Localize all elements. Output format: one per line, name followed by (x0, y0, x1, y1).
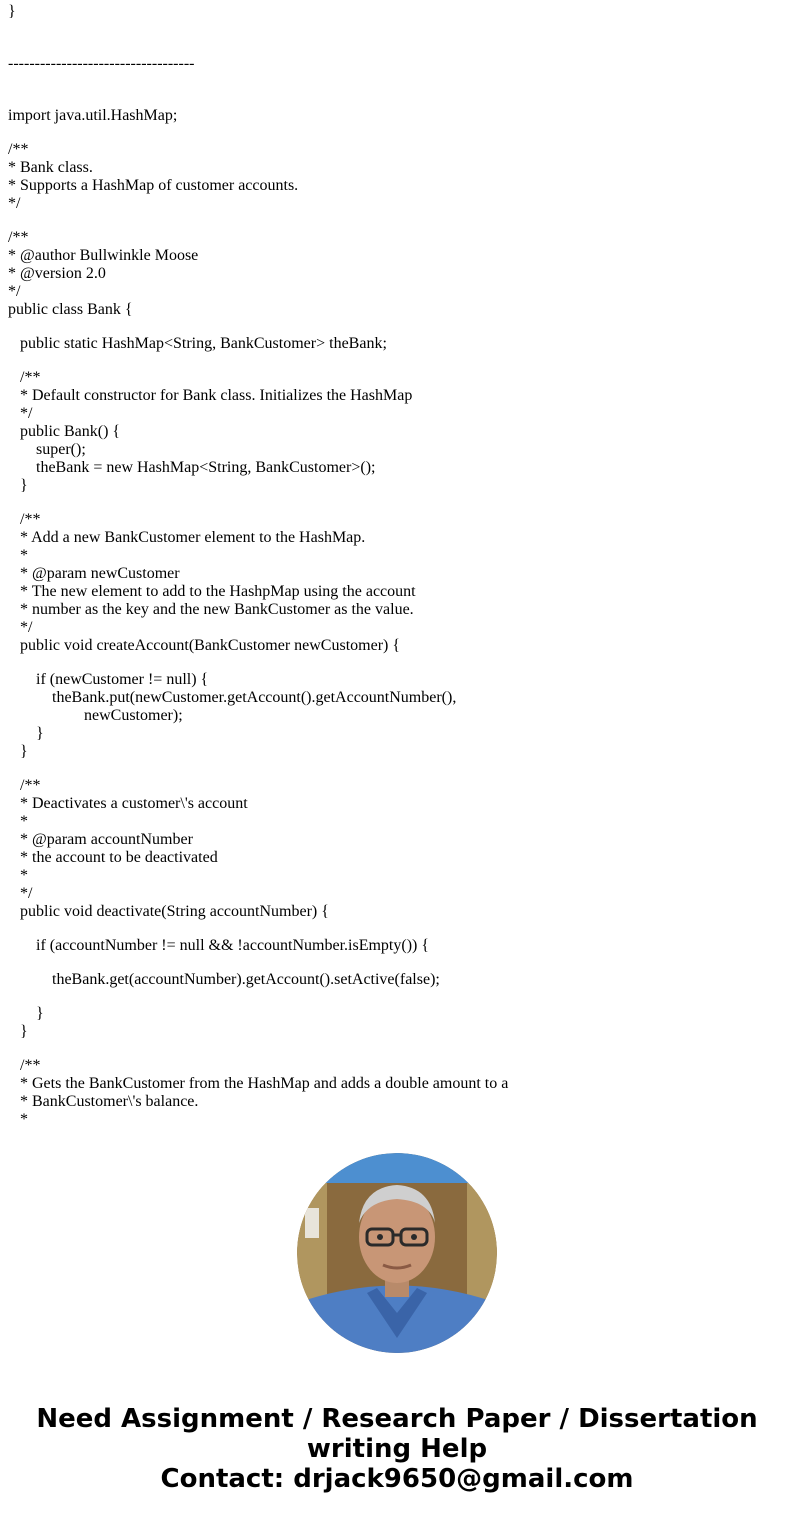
code-line: * @param accountNumber (8, 831, 193, 848)
code-line: * BankCustomer\'s balance. (8, 1093, 199, 1110)
code-line: * Supports a HashMap of customer accounts. (8, 177, 299, 194)
code-line: /** (8, 369, 41, 386)
code-line: theBank = new HashMap<String, BankCustomer>(); (8, 459, 376, 476)
code-line: super(); (8, 441, 86, 458)
code-line: } (8, 477, 28, 494)
footer-line-2: writing Help (306, 1434, 488, 1464)
code-line: if (newCustomer != null) { (8, 671, 209, 688)
code-line: * (8, 813, 28, 830)
person-portrait-icon (297, 1153, 497, 1353)
code-line: ----------------------------------- (8, 55, 195, 72)
code-line: /** (8, 141, 29, 158)
code-line: * The new element to add to the HashpMap using the account (8, 583, 416, 600)
code-line: * @param newCustomer (8, 565, 180, 582)
code-line: if (accountNumber != null && !accountNumber.isEmpty()) { (8, 937, 430, 954)
code-line: /** (8, 511, 41, 528)
code-line: */ (8, 885, 33, 902)
code-line: * the account to be deactivated (8, 849, 218, 866)
code-line: * (8, 867, 28, 884)
code-line: * number as the key and the new BankCustomer as the value. (8, 601, 414, 618)
code-line: * @version 2.0 (8, 265, 106, 282)
code-line: import java.util.HashMap; (8, 107, 178, 124)
code-line: } (8, 1023, 28, 1040)
code-line: * Gets the BankCustomer from the HashMap and adds a double amount to a (8, 1075, 509, 1092)
code-line: * Default constructor for Bank class. Initializes the HashMap (8, 387, 413, 404)
code-line: * (8, 1111, 28, 1128)
footer-line-1: Need Assignment / Research Paper / Dissertation (36, 1404, 758, 1434)
code-line: * Deactivates a customer\'s account (8, 795, 248, 812)
footer-contact: Contact: drjack9650@gmail.com (160, 1464, 634, 1494)
code-line: } (8, 1005, 44, 1022)
code-line: newCustomer); (8, 707, 183, 724)
code-line: public void createAccount(BankCustomer newCustomer) { (8, 637, 401, 654)
code-line: * Bank class. (8, 159, 93, 176)
code-line: public static HashMap<String, BankCustomer> theBank; (8, 335, 387, 352)
code-line: } (8, 3, 16, 20)
code-line: theBank.get(accountNumber).getAccount().setActive(false); (8, 971, 440, 988)
code-line: } (8, 725, 44, 742)
code-line: public class Bank { (8, 301, 133, 318)
avatar (297, 1153, 497, 1353)
code-line: } (8, 743, 28, 760)
code-line: */ (8, 619, 33, 636)
code-line: /** (8, 777, 41, 794)
code-line: /** (8, 229, 29, 246)
code-line: */ (8, 405, 33, 422)
code-line: theBank.put(newCustomer.getAccount().getAccountNumber(), (8, 689, 457, 706)
code-line: public void deactivate(String accountNumber) { (8, 903, 329, 920)
code-line: * @author Bullwinkle Moose (8, 247, 199, 264)
code-line: */ (8, 195, 21, 212)
code-line: public Bank() { (8, 423, 121, 440)
code-line: * Add a new BankCustomer element to the HashMap. (8, 529, 366, 546)
code-line: */ (8, 283, 21, 300)
code-line: * (8, 547, 28, 564)
code-line: /** (8, 1057, 41, 1074)
